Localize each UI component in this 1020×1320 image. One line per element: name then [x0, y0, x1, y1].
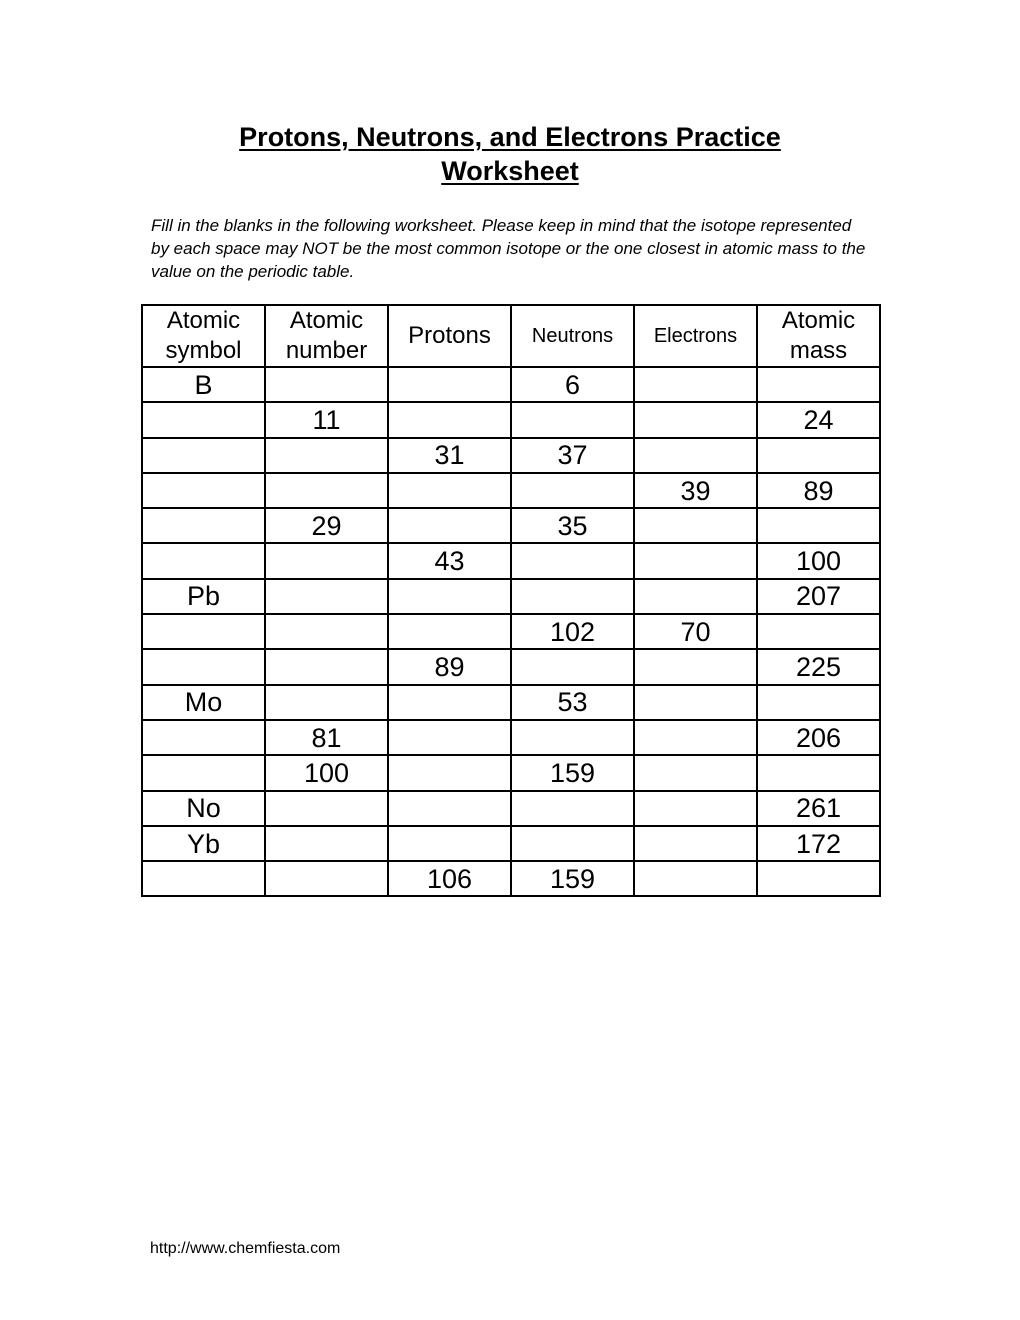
table-header-row: [142, 305, 880, 367]
cell-atomic-symbol: Mo: [142, 685, 265, 720]
cell-atomic-symbol: [142, 402, 265, 437]
cell-neutrons: 159: [511, 861, 634, 896]
cell-atomic-number: [265, 791, 388, 826]
cell-protons: 106: [388, 861, 511, 896]
cell-electrons: [634, 791, 757, 826]
cell-atomic-number: [265, 826, 388, 861]
cell-atomic-mass: 24: [757, 402, 880, 437]
cell-protons: [388, 367, 511, 402]
table-row: [142, 402, 880, 437]
cell-atomic-number: 100: [265, 755, 388, 790]
cell-atomic-mass: [757, 508, 880, 543]
cell-protons: [388, 826, 511, 861]
cell-protons: [388, 579, 511, 614]
page-title-line-1: Protons, Neutrons, and Electrons Practice: [239, 122, 781, 152]
table-row: [142, 791, 880, 826]
cell-neutrons: 102: [511, 614, 634, 649]
cell-atomic-mass: 225: [757, 649, 880, 684]
page-title-line-2: Worksheet: [441, 156, 579, 186]
cell-atomic-mass: [757, 438, 880, 473]
cell-atomic-number: [265, 614, 388, 649]
table-row: [142, 649, 880, 684]
cell-atomic-mass: 207: [757, 579, 880, 614]
cell-neutrons: [511, 826, 634, 861]
cell-atomic-symbol: Pb: [142, 579, 265, 614]
cell-atomic-mass: 89: [757, 473, 880, 508]
cell-protons: 89: [388, 649, 511, 684]
table-row: [142, 543, 880, 578]
table-row: [142, 685, 880, 720]
cell-atomic-symbol: [142, 614, 265, 649]
cell-neutrons: 159: [511, 755, 634, 790]
cell-electrons: 39: [634, 473, 757, 508]
cell-atomic-number: [265, 685, 388, 720]
cell-electrons: [634, 649, 757, 684]
table-row: [142, 367, 880, 402]
cell-atomic-mass: [757, 367, 880, 402]
table-row: [142, 579, 880, 614]
cell-protons: [388, 508, 511, 543]
cell-atomic-symbol: Yb: [142, 826, 265, 861]
cell-atomic-number: 81: [265, 720, 388, 755]
cell-atomic-mass: 172: [757, 826, 880, 861]
page-title: [0, 120, 1020, 188]
cell-protons: [388, 473, 511, 508]
cell-atomic-mass: 206: [757, 720, 880, 755]
cell-atomic-symbol: [142, 720, 265, 755]
cell-electrons: [634, 861, 757, 896]
worksheet-table: [141, 304, 881, 897]
header-electrons: Electrons: [634, 305, 757, 367]
table-row: [142, 614, 880, 649]
table-row: [142, 826, 880, 861]
cell-protons: [388, 614, 511, 649]
cell-protons: [388, 791, 511, 826]
cell-atomic-symbol: [142, 649, 265, 684]
cell-atomic-symbol: [142, 861, 265, 896]
cell-neutrons: 37: [511, 438, 634, 473]
cell-atomic-number: [265, 649, 388, 684]
cell-atomic-mass: [757, 861, 880, 896]
header-atomic-mass: Atomic mass: [757, 305, 880, 367]
cell-atomic-symbol: No: [142, 791, 265, 826]
table-row: [142, 473, 880, 508]
cell-neutrons: [511, 649, 634, 684]
cell-atomic-number: [265, 367, 388, 402]
cell-protons: [388, 755, 511, 790]
cell-atomic-mass: 100: [757, 543, 880, 578]
cell-neutrons: [511, 579, 634, 614]
table-row: [142, 508, 880, 543]
cell-neutrons: [511, 791, 634, 826]
cell-protons: [388, 720, 511, 755]
cell-atomic-symbol: B: [142, 367, 265, 402]
cell-atomic-number: 29: [265, 508, 388, 543]
cell-neutrons: [511, 402, 634, 437]
header-protons: Protons: [388, 305, 511, 367]
cell-atomic-symbol: [142, 508, 265, 543]
cell-electrons: [634, 720, 757, 755]
cell-electrons: [634, 402, 757, 437]
cell-neutrons: 35: [511, 508, 634, 543]
cell-atomic-mass: [757, 755, 880, 790]
cell-atomic-symbol: [142, 543, 265, 578]
cell-electrons: [634, 543, 757, 578]
cell-protons: 31: [388, 438, 511, 473]
cell-electrons: [634, 579, 757, 614]
cell-neutrons: 53: [511, 685, 634, 720]
header-atomic-symbol: Atomic symbol: [142, 305, 265, 367]
footer-url: http://www.chemfiesta.com: [150, 1240, 341, 1257]
cell-neutrons: [511, 473, 634, 508]
cell-atomic-number: [265, 861, 388, 896]
header-neutrons: Neutrons: [511, 305, 634, 367]
cell-atomic-mass: 261: [757, 791, 880, 826]
cell-electrons: [634, 367, 757, 402]
instructions-text: Fill in the blanks in the following worksheet. Please keep in mind that the isotope represented by each space may NOT be the most common isotope or the one closest in atomic mass to the value on the periodic table.: [151, 216, 866, 281]
cell-atomic-symbol: [142, 755, 265, 790]
cell-atomic-number: [265, 473, 388, 508]
cell-atomic-symbol: [142, 473, 265, 508]
cell-electrons: [634, 826, 757, 861]
cell-protons: [388, 685, 511, 720]
cell-neutrons: [511, 720, 634, 755]
cell-electrons: [634, 685, 757, 720]
cell-atomic-number: [265, 579, 388, 614]
cell-atomic-mass: [757, 685, 880, 720]
cell-atomic-symbol: [142, 438, 265, 473]
cell-protons: 43: [388, 543, 511, 578]
cell-electrons: [634, 508, 757, 543]
cell-atomic-number: 11: [265, 402, 388, 437]
cell-electrons: [634, 438, 757, 473]
table-row: [142, 861, 880, 896]
cell-electrons: [634, 755, 757, 790]
table-row: [142, 720, 880, 755]
table-row: [142, 755, 880, 790]
header-atomic-number: Atomic number: [265, 305, 388, 367]
cell-atomic-number: [265, 543, 388, 578]
cell-atomic-number: [265, 438, 388, 473]
cell-neutrons: 6: [511, 367, 634, 402]
cell-electrons: 70: [634, 614, 757, 649]
cell-protons: [388, 402, 511, 437]
cell-atomic-mass: [757, 614, 880, 649]
cell-neutrons: [511, 543, 634, 578]
table-row: [142, 438, 880, 473]
